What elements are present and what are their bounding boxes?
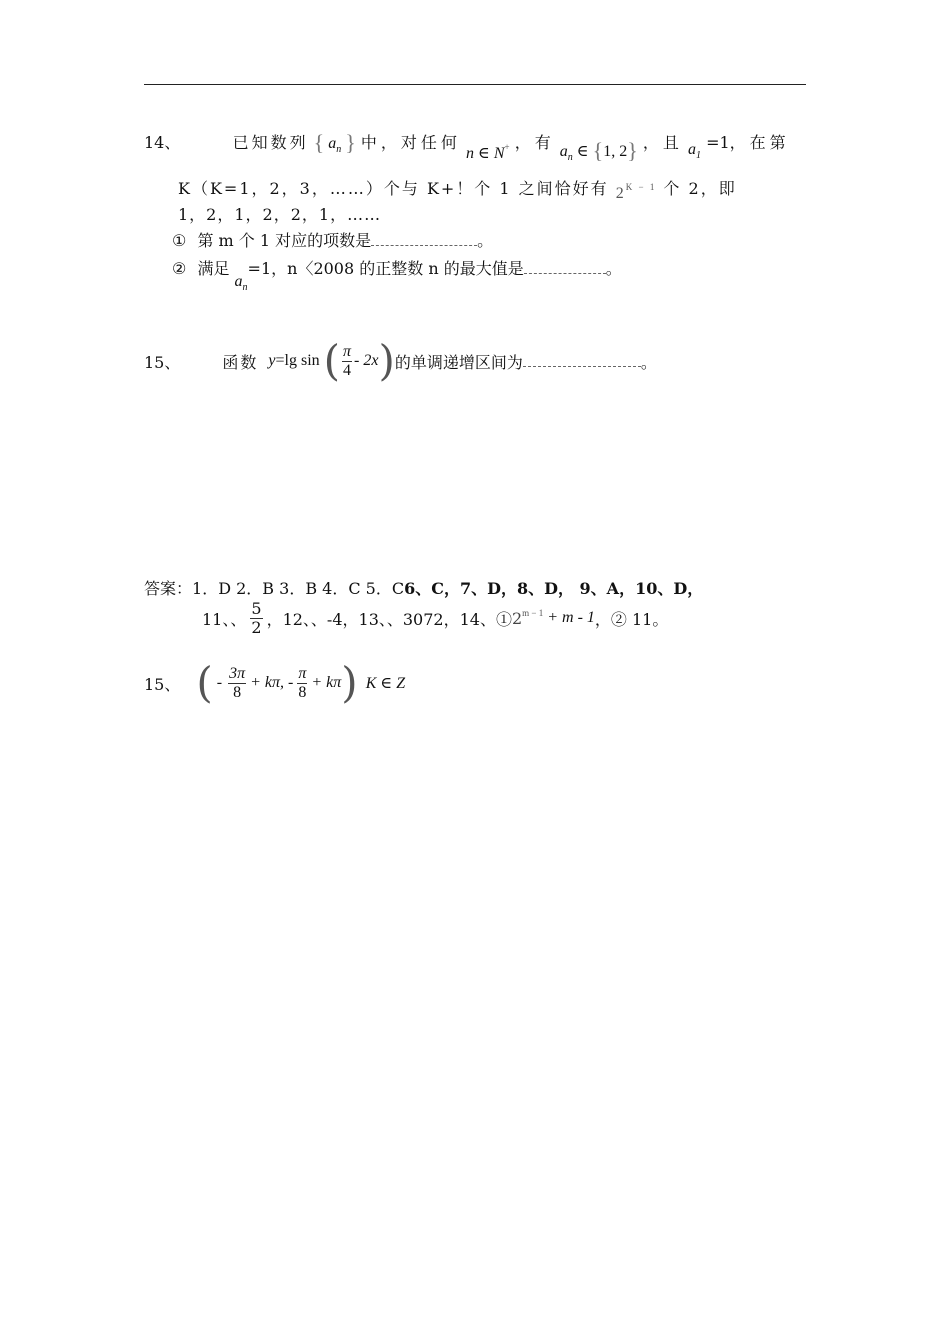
question-15: 15、 函数 y =lg sin ( $\frac{\pi}{4}$ - 2x ) 的单调递增区间为 。 [144,336,657,385]
answers-row-1 [144,576,703,599]
answers-text: 1．D 2．B 3．B 4．C 5．C [192,579,405,598]
text: ，且 [642,133,683,152]
text: =1 [706,133,730,152]
fraction-pi-over-8: $\frac{\pi}{8}$ [298,664,307,701]
text: 。 [477,231,494,250]
text: 中，对任何 [360,133,461,152]
text: 函数 [222,352,259,372]
var-y: y [268,352,276,369]
answers-text: ，② 11。 [594,609,669,629]
circled-2: ② [172,259,187,278]
question-14-line-3: 1，2，1，2，2，1，…… [178,205,382,224]
question-14-sub-1 [172,228,493,251]
answer-blank[interactable] [523,356,641,367]
fraction-3pi-over-8: $\frac{3\pi}{8}$ [229,664,246,701]
fraction-5-over-2: $\frac{5}{2}$ [251,599,262,637]
answers-text: ，12、、-4，13、、3072，14、① [266,609,512,629]
answers-text: 11、、 [202,609,247,629]
power-2-m-minus-1: $2^{m - 1}$ [511,608,544,629]
sequence-an: { $a_n$ } [313,130,356,155]
minus-sign: - [216,674,223,691]
text: =lg sin [275,352,320,369]
question-14-line-1 [144,130,790,163]
plus-k-pi: + kπ, - [250,674,294,691]
K-in-Z: K ∈ Z [365,675,406,692]
text: =1，n〈2008 的正整数 n 的最大值是 [247,259,524,278]
text: 第 m 个 1 对应的项数是 [197,231,372,250]
text: 。 [640,352,657,372]
answers-row-2 [202,600,668,636]
minus-2x: - 2x [354,352,379,369]
text: K（K=1，2，3，……）个与 K+！个 1 之间恰好有 [178,179,609,198]
question-14-sub-2 [172,256,622,293]
text: 的单调递增区间为 [394,352,523,372]
text: 。 [605,259,622,278]
answer-blank[interactable] [524,263,606,274]
a1-eq-1: $a_1$ [687,141,701,161]
circled-1: ① [172,231,187,250]
question-number: 14、 [144,133,181,152]
answer-blank[interactable] [371,235,477,246]
answers-text-bold: 6、C，7、D，8、D， 9、A，10、D， [404,579,704,598]
question-number: 15、 [144,674,181,694]
n-in-N-plus: n ∈ N+ [466,142,510,162]
answers-label: 答案： [144,579,193,598]
power-2-K-minus-1: $2^{K - 1}$ [615,182,657,202]
text: ，在第 [729,133,790,152]
text: 满足 [197,259,230,278]
an: $a_n$ [234,273,248,293]
fraction-pi-over-4: $\frac{\pi}{4}$ [343,342,352,379]
question-14-line-2 [178,176,737,202]
plus-k-pi: + kπ [311,674,342,691]
answers-row-3: 15、 ( - $\frac{3\pi}{8}$ + kπ, - $\frac{\pi}{8}$ + kπ ) K ∈ Z [144,658,406,707]
text: 已知数列 [232,133,309,152]
text: 个 2，即 [663,179,737,198]
header-rule [144,84,806,85]
question-number: 15、 [144,352,181,372]
an-in-set: $a_n$ ∈ {1, 2} [559,138,638,163]
text: ，有 [514,133,555,152]
plus-m-minus-1: + m - 1 [547,609,595,627]
